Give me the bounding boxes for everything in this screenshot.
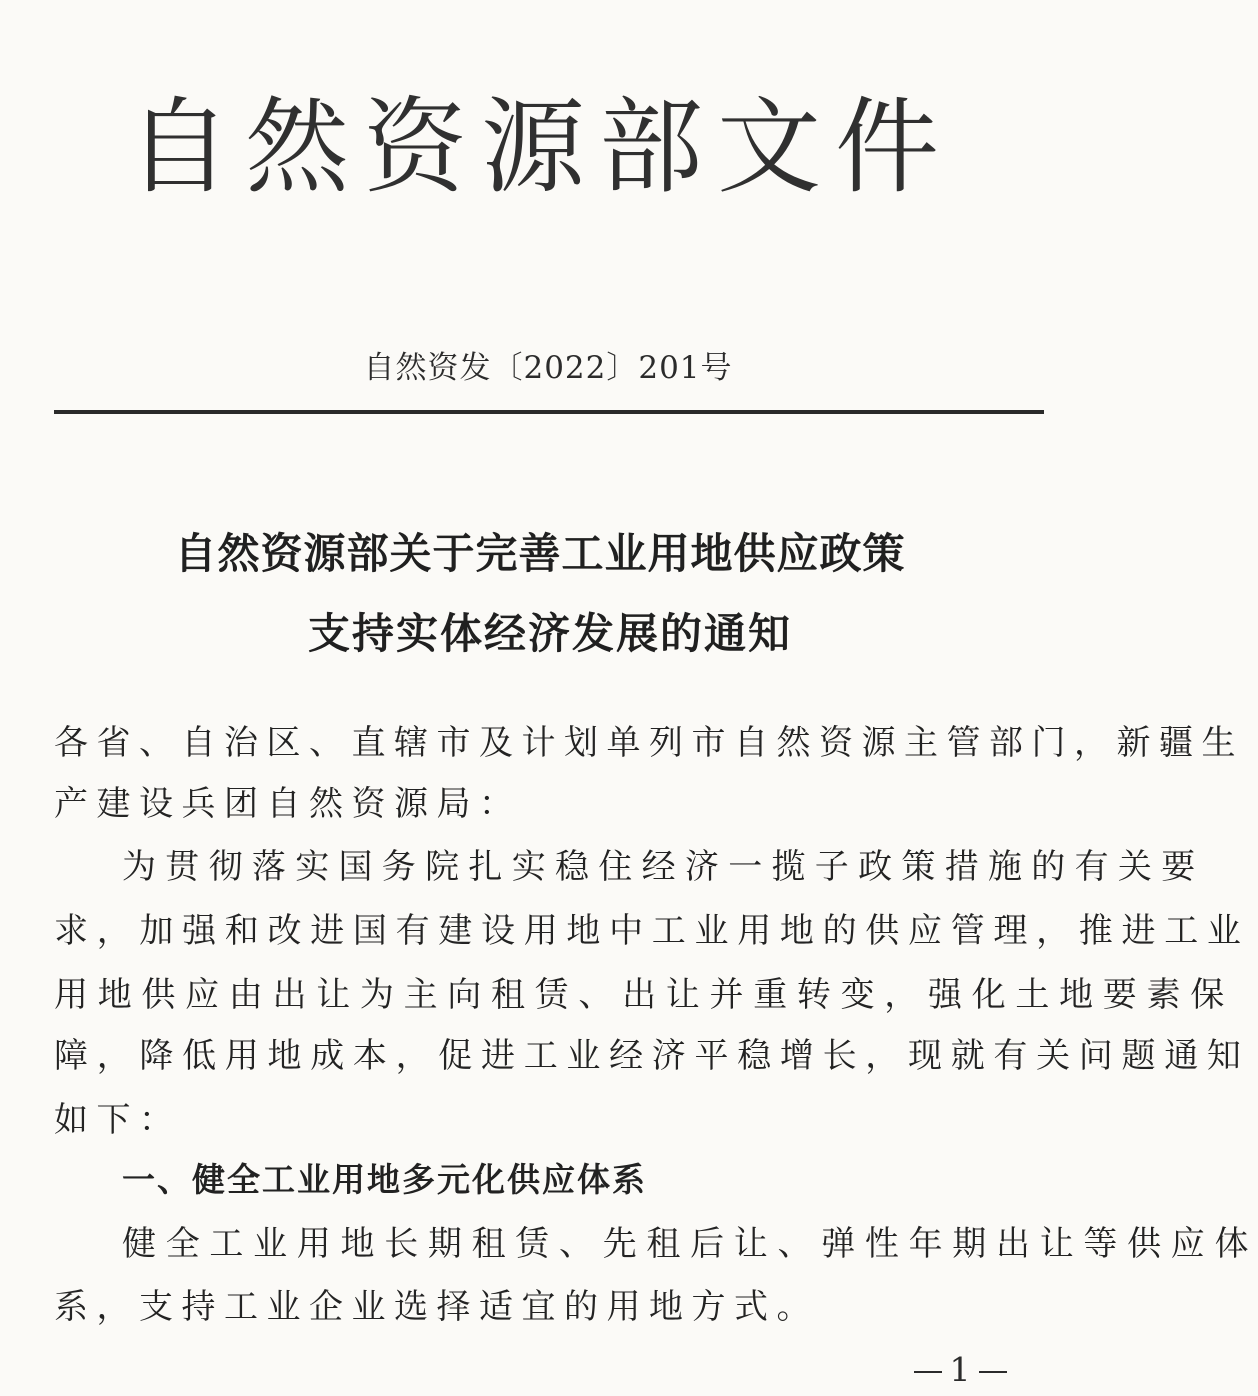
- salutation-line-2: 产建设兵团自然资源局：: [54, 784, 522, 824]
- intro-line-4: 障，降低用地成本，促进工业经济平稳增长，现就有关问题通知: [54, 1036, 1250, 1076]
- page-number-left-dash: [914, 1371, 942, 1373]
- intro-line-1: 为贯彻落实国务院扎实稳住经济一揽子政策措施的有关要: [122, 847, 1205, 887]
- intro-line-5: 如下：: [54, 1100, 182, 1140]
- document-title-line-1: 自然资源部关于完善工业用地供应政策: [174, 529, 906, 578]
- section-body-line-1: 健全工业用地长期租赁、先租后让、弹性年期出让等供应体: [122, 1224, 1258, 1264]
- document-masthead: 自然资源部文件: [126, 86, 953, 208]
- page-number-right-dash: [979, 1371, 1007, 1373]
- intro-line-3: 用地供应由出让为主向租赁、出让并重转变，强化土地要素保: [54, 975, 1234, 1015]
- section-body-line-2: 系，支持工业企业选择适宜的用地方式。: [54, 1287, 819, 1327]
- page-number-value: 1: [949, 1350, 971, 1389]
- section-heading: 一、健全工业用地多元化供应体系: [122, 1160, 647, 1199]
- document-number: 自然资发〔2022〕201号: [363, 350, 733, 386]
- header-divider: [54, 410, 1044, 414]
- salutation-line-1: 各省、自治区、直辖市及计划单列市自然资源主管部门，新疆生: [54, 723, 1244, 763]
- document-title-line-2: 支持实体经济发展的通知: [307, 609, 792, 658]
- page-number: [900, 1350, 1020, 1390]
- intro-line-2: 求，加强和改进国有建设用地中工业用地的供应管理，推进工业: [54, 911, 1250, 951]
